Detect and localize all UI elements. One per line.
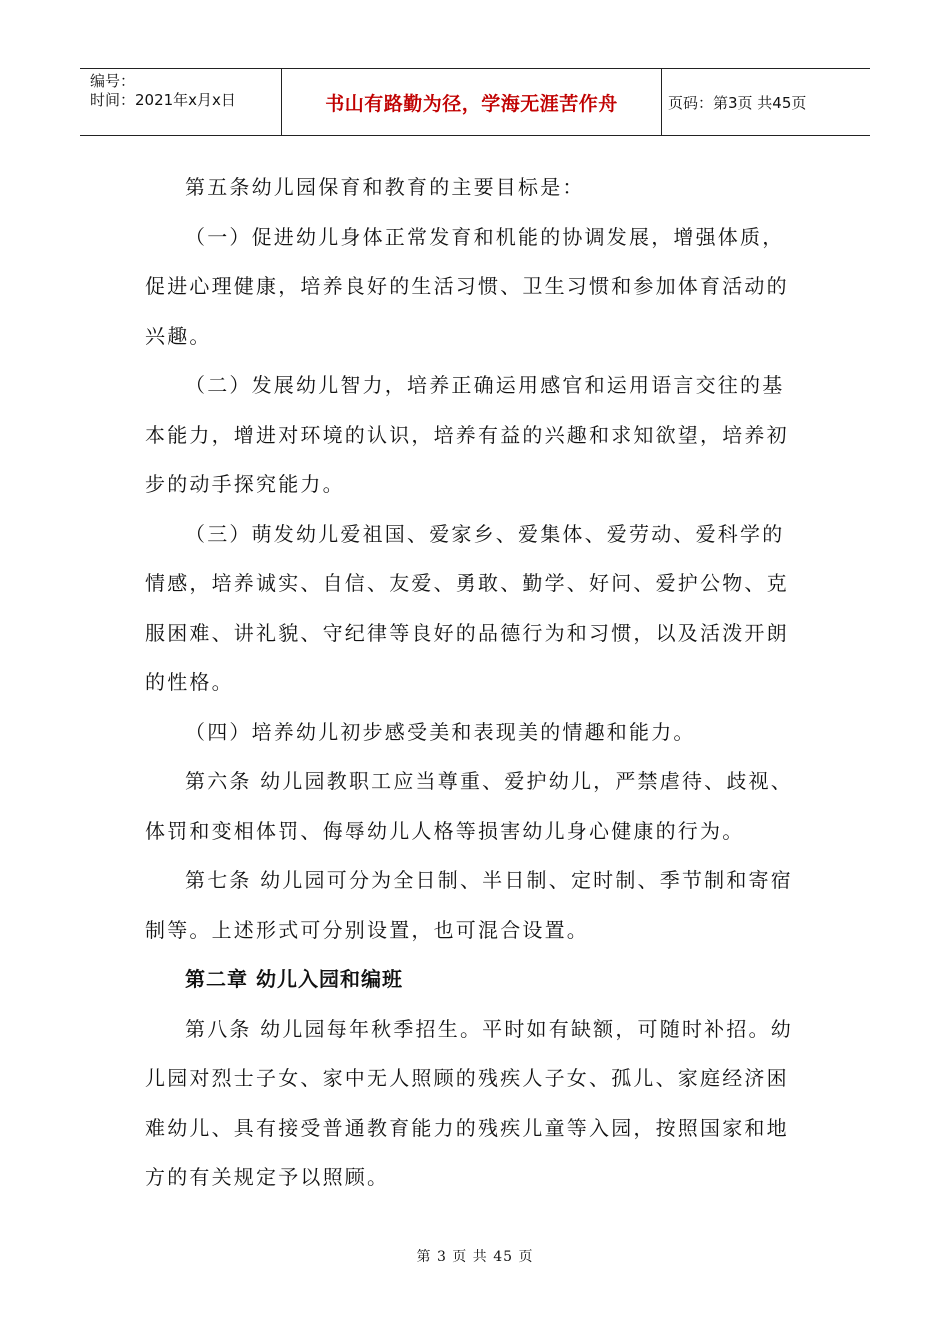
paragraph: （一）促进幼儿身体正常发育和机能的协调发展，增强体质，促进心理健康，培养良好的生活习惯、卫生习惯和参加体育活动的兴趣。 bbox=[145, 224, 789, 348]
page-header bbox=[80, 68, 870, 136]
header-meta bbox=[80, 69, 282, 135]
chapter-heading: 第二章 幼儿入园和编班 bbox=[185, 967, 403, 991]
page-footer: 第 3 页 共 45 页 bbox=[416, 1249, 534, 1265]
paragraph: 第六条 幼儿园教职工应当尊重、爱护幼儿，严禁虐待、歧视、体罚和变相体罚、侮辱幼儿人格等损害幼儿身心健康的行为。 bbox=[145, 769, 793, 843]
paragraph: 第八条 幼儿园每年秋季招生。平时如有缺额，可随时补招。幼儿园对烈士子女、家中无人照顾的残疾人子女、孤儿、家庭经济困难幼儿、具有接受普通教育能力的残疾儿童等入园，按照国家和地方的有关规定予以照顾。 bbox=[145, 1016, 793, 1189]
paragraph: 第七条 幼儿园可分为全日制、半日制、定时制、季节制和寄宿制等。上述形式可分别设置，也可混合设置。 bbox=[145, 868, 793, 942]
paragraph: 第五条幼儿园保育和教育的主要目标是： bbox=[185, 175, 585, 199]
code-label: 编号： bbox=[90, 72, 136, 90]
header-motto: 书山有路勤为径，学海无涯苦作舟 bbox=[282, 69, 662, 135]
paragraph: （三）萌发幼儿爱祖国、爱家乡、爱集体、爱劳动、爱科学的情感，培养诚实、自信、友爱、勇敢、勤学、好问、爱护公物、克服困难、讲礼貌、守纪律等良好的品德行为和习惯，以及活泼开朗的性格。 bbox=[145, 521, 789, 694]
paragraph: （四）培养幼儿初步感受美和表现美的情趣和能力。 bbox=[185, 719, 696, 744]
paragraph: （二）发展幼儿智力，培养正确运用感官和运用语言交往的基本能力，增进对环境的认识，培养有益的兴趣和求知欲望，培养初步的动手探究能力。 bbox=[145, 373, 789, 496]
header-page-info: 页码：第3页 共45页 bbox=[668, 93, 807, 112]
document-body bbox=[145, 163, 805, 1203]
date-line: 时间：2021年x月x日 bbox=[90, 91, 236, 109]
